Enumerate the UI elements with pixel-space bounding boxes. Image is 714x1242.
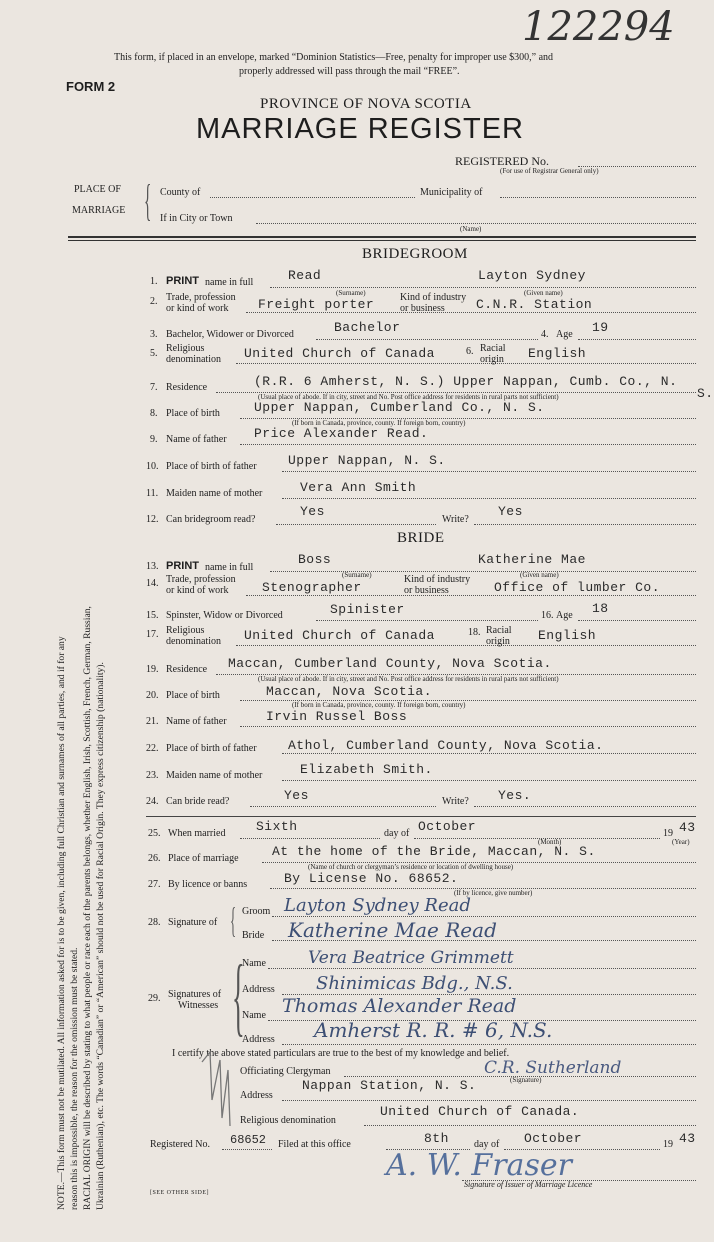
bride-signature: Katherine Mae Read: [288, 918, 497, 942]
witness1-name: Vera Beatrice Grimmett: [308, 948, 514, 968]
bride-label: Bride: [242, 930, 265, 941]
place-of-birth-label: Place of birth: [166, 408, 220, 419]
marriage-place-note: (Name of church or clergyman’s residence or location of dwelling house): [308, 863, 514, 871]
racial-label: [486, 625, 512, 647]
industry-label: [400, 292, 466, 314]
trade-label-line: or kind of work: [166, 585, 229, 596]
pencil-mark: [194, 1040, 238, 1132]
item-number: 13.: [146, 561, 159, 572]
groom-father-name: Price Alexander Read.: [254, 426, 429, 441]
item-number: 20.: [146, 690, 159, 701]
licence-or-banns-label: By licence or banns: [168, 879, 248, 890]
witness2-name-label: Name: [242, 1010, 266, 1021]
groom-status: Bachelor: [334, 320, 401, 335]
side-note-line: reason this is impossible, the reason for the omission must be stated.: [69, 947, 80, 1210]
groom-mother-name: Vera Ann Smith: [300, 480, 417, 495]
clergy-address: Nappan Station, N. S.: [302, 1078, 477, 1093]
item-number: 19.: [146, 664, 159, 675]
given-name-note: (Given name): [524, 289, 563, 297]
trade-label-line: or kind of work: [166, 303, 229, 314]
day-of-label: day of: [384, 828, 410, 839]
groom-racial-origin: English: [528, 346, 587, 361]
place-of-birth-label: Place of birth: [166, 690, 220, 701]
groom-surname: Read: [288, 268, 322, 283]
marital-status-label: Spinster, Widow or Divorced: [166, 610, 283, 621]
groom-industry: C.N.R. Station: [476, 297, 593, 312]
city-label: If in City or Town: [160, 213, 233, 224]
item-number: 7.: [150, 382, 158, 393]
registered-no-label: REGISTERED No.: [455, 154, 549, 168]
bride-industry: Office of lumber Co.: [494, 580, 661, 595]
groom-label: Groom: [242, 906, 271, 917]
groom-signature: Layton Sydney Read: [284, 895, 471, 916]
witness1-name-label: Name: [242, 958, 266, 969]
postal-notice-line2: properly addressed will pass through the mail “FREE”.: [239, 66, 460, 77]
bride-status: Spinister: [330, 602, 405, 617]
age-label: Age: [556, 329, 573, 340]
industry-label-line: Kind of industry: [400, 292, 467, 303]
given-name-note: (Given name): [520, 571, 559, 579]
item-number: 5.: [150, 348, 158, 359]
bride-father-birthplace: Athol, Cumberland County, Nova Scotia.: [288, 738, 604, 753]
racial-label-line: Racial: [480, 343, 506, 354]
groom-residence-continued: S.: [697, 386, 714, 401]
religion-label-line: denomination: [166, 354, 221, 365]
bride-surname: Boss: [298, 552, 332, 567]
witness2-address-label: Address: [242, 1034, 275, 1045]
marriage-place: At the home of the Bride, Maccan, N. S.: [272, 844, 596, 859]
age-label: Age: [556, 610, 573, 621]
industry-label-line: or business: [400, 303, 445, 314]
side-note-line: RACIAL ORIGIN will be described by stating to what people or race each of the parents belongs, whether English, Irish, Scottish, French, German, Russian,: [82, 606, 93, 1210]
item-number: 26.: [148, 853, 161, 864]
signature-of-label: Signature of: [168, 917, 218, 928]
racial-label-line: origin: [480, 354, 504, 365]
can-read-label: Can bride read?: [166, 796, 230, 807]
side-note-line: NOTE.—This form must not be mutilated. All information asked for is to be given, including full Christian and surnames of all parties, and if for any: [56, 636, 67, 1210]
side-note-line: Ukrainian (Ruthenian), etc. The words “Canadian” or “American” should not be used for Racial Origin. They express citizenship (nationality).: [95, 662, 106, 1210]
item-number: 16.: [541, 610, 554, 621]
item-number: 9.: [150, 434, 158, 445]
item-number: 21.: [146, 716, 159, 727]
divider: [146, 816, 696, 817]
item-number: 23.: [146, 770, 159, 781]
item-number: 24.: [146, 796, 159, 807]
bride-place-of-birth: Maccan, Nova Scotia.: [266, 684, 433, 699]
registrar-note: (For use of Registrar General only): [500, 167, 599, 175]
witness1-address-label: Address: [242, 984, 275, 995]
trade-label: [166, 292, 236, 314]
item-number: 1.: [150, 276, 158, 287]
groom-can-read: Yes: [300, 504, 325, 519]
clergy-address-label: Address: [240, 1090, 273, 1101]
item-number: 15.: [146, 610, 159, 621]
county-label: County of: [160, 187, 201, 198]
item-number: 3.: [150, 329, 158, 340]
witness2-address: Amherst R. R. # 6, N.S.: [314, 1018, 553, 1042]
residence-label: Residence: [166, 664, 208, 675]
filed-month: October: [524, 1131, 583, 1146]
can-read-label: Can bridegroom read?: [166, 514, 256, 525]
groom-religion: United Church of Canada: [244, 346, 435, 361]
marital-status-label: Bachelor, Widower or Divorced: [166, 329, 294, 340]
signature-note: (Signature): [510, 1076, 542, 1084]
serial-number: 122294: [522, 4, 675, 50]
racial-label-line: origin: [486, 636, 510, 647]
item-number: 29.: [148, 993, 161, 1004]
groom-trade: Freight porter: [258, 297, 375, 312]
item-number: 17.: [146, 629, 159, 640]
item-number: 12.: [146, 514, 159, 525]
side-note: [55, 606, 107, 1210]
marriage-month: October: [418, 819, 477, 834]
bride-racial-origin: English: [538, 628, 597, 643]
form-number: FORM 2: [66, 79, 116, 94]
page-title: MARRIAGE REGISTER: [196, 113, 524, 145]
industry-label: [404, 574, 470, 596]
print-label: PRINT: [166, 560, 199, 572]
filed-day-of-label: day of: [474, 1139, 500, 1150]
birth-note: (If born in Canada, province, county. If foreign born, country): [292, 701, 466, 709]
bride-trade: Stenographer: [262, 580, 362, 595]
racial-label-line: Racial: [486, 625, 512, 636]
father-birthplace-label: Place of birth of father: [166, 461, 257, 472]
year-note: (Year): [672, 838, 690, 846]
witnesses-label-line: Witnesses: [178, 1000, 219, 1011]
groom-father-birthplace: Upper Nappan, N. S.: [288, 453, 446, 468]
industry-label-line: Kind of industry: [404, 574, 471, 585]
item-number: 4.: [541, 329, 549, 340]
print-label: PRINT: [166, 275, 199, 287]
postal-notice-line1: This form, if placed in an envelope, marked “Dominion Statistics—Free, penalty for improper use $300,” and: [114, 52, 554, 63]
witness2-name: Thomas Alexander Read: [282, 995, 517, 1017]
filed-year: 43: [679, 1131, 696, 1146]
surname-note: (Surname): [342, 571, 372, 579]
witness1-address: Shinimicas Bdg., N.S.: [316, 973, 513, 994]
municipality-label: Municipality of: [420, 187, 483, 198]
trade-label: [166, 574, 236, 596]
signature-brace: {: [230, 900, 237, 940]
birth-note: (If born in Canada, province, county. If foreign born, country): [292, 419, 466, 427]
item-number: 6.: [466, 346, 474, 357]
witness-brace: {: [232, 948, 245, 1045]
bridegroom-heading: BRIDEGROOM: [362, 246, 468, 262]
write-label: Write?: [442, 514, 469, 525]
year-prefix: 19: [663, 828, 673, 839]
bride-mother-name: Elizabeth Smith.: [300, 762, 433, 777]
mother-maiden-name-label: Maiden name of mother: [166, 488, 263, 499]
officiating-label: Officiating Clergyman: [240, 1066, 331, 1077]
father-birthplace-label: Place of birth of father: [166, 743, 257, 754]
place-brace: {: [144, 176, 152, 225]
groom-residence: (R.R. 6 Amherst, N. S.) Upper Nappan, Cumb. Co., N.: [254, 374, 678, 389]
item-number: 27.: [148, 879, 161, 890]
religion-label-line: Religious: [166, 343, 205, 354]
filed-day: 8th: [424, 1131, 449, 1146]
witnesses-label: [168, 989, 221, 1011]
divider: [68, 240, 696, 241]
clergy-religion: United Church of Canada.: [380, 1104, 580, 1119]
filed-year-prefix: 19: [663, 1139, 673, 1150]
name-in-full-label: name in full: [205, 277, 254, 288]
bride-can-read: Yes: [284, 788, 309, 803]
bride-age: 18: [592, 601, 609, 616]
registered-number: 68652: [230, 1133, 267, 1147]
clergy-religion-label: Religious denomination: [240, 1115, 336, 1126]
groom-can-write: Yes: [498, 504, 523, 519]
certify-text: I certify the above stated particulars are true to the best of my knowledge and belief.: [172, 1048, 510, 1059]
licence-note: (If by licence, give number): [454, 889, 533, 897]
surname-note: (Surname): [336, 289, 366, 297]
marriage-day: Sixth: [256, 819, 298, 834]
name-in-full-label: name in full: [205, 562, 254, 573]
clergy-signature: C.R. Sutherland: [484, 1058, 622, 1078]
groom-age: 19: [592, 320, 609, 335]
bride-can-write: Yes.: [498, 788, 532, 803]
bride-father-name: Irvin Russel Boss: [266, 709, 408, 724]
divider: [68, 236, 696, 238]
industry-label-line: or business: [404, 585, 449, 596]
religion-label-line: denomination: [166, 636, 221, 647]
place-of-marriage-label: Place of marriage: [168, 853, 239, 864]
item-number: 10.: [146, 461, 159, 472]
write-label: Write?: [442, 796, 469, 807]
place-label-1: PLACE OF: [74, 184, 121, 195]
item-number: 2.: [150, 296, 158, 307]
religion-label: [166, 343, 221, 365]
item-number: 14.: [146, 578, 159, 589]
witnesses-label-line: Signatures of: [168, 989, 222, 1000]
see-other-side: [SEE OTHER SIDE]: [150, 1190, 209, 1196]
trade-label-line: Trade, profession: [166, 574, 236, 585]
father-name-label: Name of father: [166, 434, 227, 445]
item-number: 25.: [148, 828, 161, 839]
trade-label-line: Trade, profession: [166, 292, 236, 303]
mother-maiden-name-label: Maiden name of mother: [166, 770, 263, 781]
item-number: 22.: [146, 743, 159, 754]
bride-religion: United Church of Canada: [244, 628, 435, 643]
bride-given-name: Katherine Mae: [478, 552, 586, 567]
groom-given-name: Layton Sydney: [478, 268, 586, 283]
item-number: 8.: [150, 408, 158, 419]
name-note: (Name): [460, 225, 482, 233]
item-number: 11.: [146, 488, 159, 499]
bride-residence: Maccan, Cumberland County, Nova Scotia.: [228, 656, 552, 671]
when-married-label: When married: [168, 828, 226, 839]
marriage-year: 43: [679, 820, 696, 835]
residence-note: (Usual place of abode. If in city, street and No. Post office address for residents in rural parts not sufficient): [258, 393, 559, 401]
place-label-2: MARRIAGE: [72, 205, 126, 216]
bride-heading: BRIDE: [397, 530, 445, 546]
residence-note: (Usual place of abode. If in city, street and No. Post office address for residents in rural parts not sufficient): [258, 675, 559, 683]
religion-label-line: Religious: [166, 625, 205, 636]
province-heading: PROVINCE OF NOVA SCOTIA: [260, 96, 472, 112]
racial-label: [480, 343, 506, 365]
groom-place-of-birth: Upper Nappan, Cumberland Co., N. S.: [254, 400, 545, 415]
issuer-signature: A. W. Fraser: [386, 1148, 572, 1183]
month-note: (Month): [538, 838, 562, 846]
residence-label: Residence: [166, 382, 208, 393]
registered-no-footer-label: Registered No.: [150, 1139, 210, 1150]
filed-label: Filed at this office: [278, 1139, 351, 1150]
item-number: 18.: [468, 627, 481, 638]
religion-label: [166, 625, 221, 647]
father-name-label: Name of father: [166, 716, 227, 727]
item-number: 28.: [148, 917, 161, 928]
issuer-label: Signature of Issuer of Marriage Licence: [464, 1180, 593, 1189]
licence-number: By License No. 68652.: [284, 871, 459, 886]
